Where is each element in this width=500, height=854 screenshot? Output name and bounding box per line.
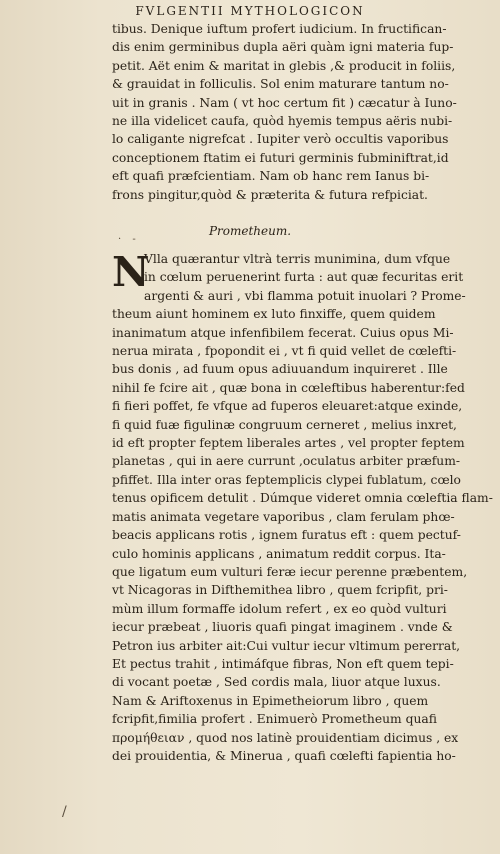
text-line: nerua mirata , fpopondit ei , vt fi quid vellet de cœlefti- [112, 344, 457, 359]
text-line: argenti & auri , vbi flamma potuit inuolari ? Prome- [144, 288, 466, 303]
text-line: culo hominis applicans , animatum reddit corpus. Ita- [112, 546, 446, 561]
text-line: fcripfit,fimilia profert . Enimuerò Prometheum quafi [112, 712, 437, 727]
text-line: beacis applicans rotis , ignem furatus eft : quem pectuf- [112, 528, 461, 543]
paragraph-block-2 [112, 250, 493, 765]
section-heading-text: Prometheum. [208, 224, 292, 238]
text-line: planetas , qui in aere currunt ,oculatus arbiter præfum- [112, 454, 461, 469]
text-line: ne illa videlicet caufa, quòd hyemis tempus aëris nubi- [112, 114, 453, 129]
text-line: pfiffet. Illa inter oras feptemplicis clypei fublatum, cœlo [112, 472, 461, 487]
running-head: FVLGENTII MYTHOLOGICON [135, 4, 365, 18]
text-line: tibus. Denique iuftum profert iudicium. In fructifican- [112, 22, 447, 36]
text-line: theum aiunt hominem ex luto finxiffe, quem quidem [112, 307, 436, 322]
margin-mark: / [62, 804, 67, 820]
text-line: vt Nicagoras in Difthemithea libro , quem fcripfit, pri- [112, 583, 448, 598]
text-line: uit in granis . Nam ( vt hoc certum fit ) cæcatur à Iuno- [112, 95, 457, 110]
text-line: petit. Aët enim & maritat in glebis ,& producit in foliis, [112, 58, 456, 73]
text-line: inanimatum atque infenfibilem fecerat. Cuius opus Mi- [112, 325, 454, 340]
text-line: eft quafi præfcientiam. Nam ob hanc rem Ianus bi- [112, 169, 430, 184]
text-line: & grauidat in folliculis. Sol enim maturare tantum no- [112, 77, 449, 92]
text-line: nihil fe fcire ait , quæ bona in cœleftibus haberentur:fed [112, 380, 465, 395]
text-line: frons pingitur,quòd & præterita & futura refpiciat. [112, 187, 428, 202]
text-line: que ligatum eum vulturi feræ iecur perenne præbentem, [112, 564, 468, 579]
text-line: mùm illum formaffe idolum refert , ex eo quòd vulturi [112, 601, 447, 616]
text-line: Vlla quærantur vltrà terris munimina, dum vfque [144, 252, 451, 266]
drop-capital: N [112, 248, 150, 296]
text-line: tenus opificem detulit . Dúmque videret omnia cœleftia flam- [112, 491, 493, 506]
text-line: bus donis , ad fuum opus adiuuandum inquireret . Ille [112, 362, 448, 377]
text-line: fi quid fuæ figulinæ congruum cerneret , melius inxret, [112, 417, 457, 432]
text-line: dei prouidentia, & Minerua , quafi cœlefti fapientia ho- [112, 748, 456, 763]
text-line: lo caligante nigrefcat . Iupiter verò occultis vaporibus [112, 132, 449, 147]
text-line: in cœlum peruenerint furta : aut quæ fecuritas erit [144, 270, 464, 285]
text-line: Nam & Ariftoxenus in Epimetheiorum libro , quem [112, 693, 429, 708]
text-line: matis animata vegetare vaporibus , clam ferulam phœ- [112, 509, 455, 524]
text-line: προμήθειαν , quod nos latinè prouidentiam dicimus , ex [112, 730, 459, 745]
section-heading [0, 224, 500, 245]
text-line: dis enim germinibus dupla aëri quàm igni materia fup- [112, 40, 454, 55]
text-line: Petron ius arbiter ait:Cui vultur iecur vltimum pererrat, [112, 638, 461, 653]
text-line: id eft propter feptem liberales artes , vel propter feptem [112, 436, 465, 451]
text-line: fi fieri poffet, fe vfque ad fuperos eleuaret:atque exinde, [112, 399, 463, 414]
text-line: iecur præbeat , liuoris quafi pingat imaginem . vnde & [112, 620, 453, 635]
paragraph-block-1 [112, 20, 458, 204]
text-line: di vocant poetæ , Sed cordis mala, liuor atque luxus. [112, 675, 441, 690]
text-line: conceptionem ftatim ei futuri germinis fubminiftrat,id [112, 150, 449, 165]
heading-marks: · - [118, 234, 140, 245]
text-line: Et pectus trahit , intimáfque fibras, Non eft quem tepi- [112, 656, 454, 671]
